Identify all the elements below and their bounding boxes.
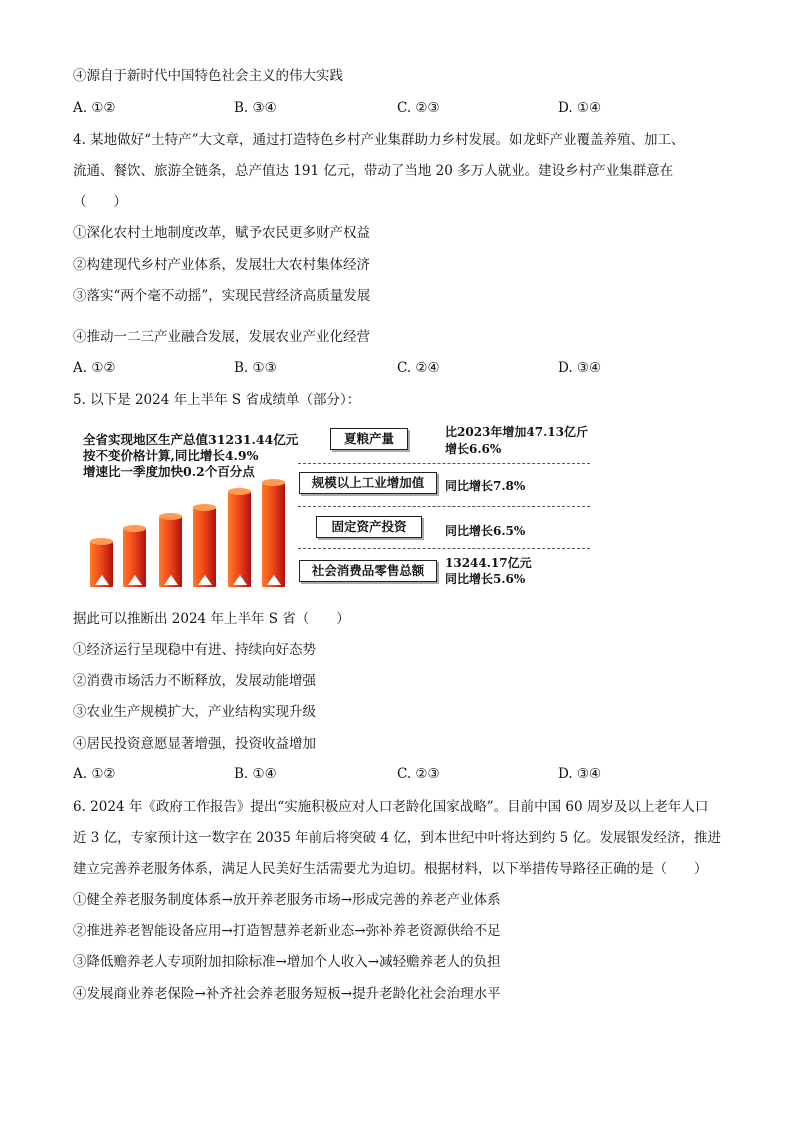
headline-line-2: 按不变价格计算,同比增长4.9% [83, 448, 259, 463]
divider-2 [298, 506, 590, 507]
q6-stem-line-3: 建立完善养老服务体系，满足人民美好生活需要尤为迫切。根据材料，以下举措传导路径正确的是（ ） [73, 861, 708, 877]
q4-option-b: B. ①③ [234, 360, 277, 376]
q6-stem-line-2: 近 3 亿，专家预计这一数字在 2035 年前后将突破 4 亿，到本世纪中叶将达到约 5 亿。发展银发经济，推进 [73, 830, 721, 846]
headline-line-3: 增速比一季度加快0.2个百分点 [83, 464, 255, 479]
q4-stem-line-1: 4. 某地做好“土特产”大文章，通过打造特色乡村产业集群助力乡村发展。如龙虾产业覆盖养殖、加工、 [73, 132, 685, 148]
q4-item-3: ③落实“两个毫不动摇”，实现民营经济高质量发展 [73, 288, 371, 304]
q3-option-a: A. ①② [73, 100, 116, 116]
divider-1 [298, 463, 590, 464]
q4-item-2: ②构建现代乡村产业体系，发展壮大农村集体经济 [73, 257, 370, 273]
infographic-headline [83, 432, 298, 480]
retail-sales-value-1: 13244.17亿元 [445, 556, 532, 570]
q5-question: 据此可以推断出 2024 年上半年 S 省（ ） [73, 611, 350, 627]
summer-grain-value-1: 比2023年增加47.13亿斤 [445, 425, 588, 439]
growth-bar-2 [123, 529, 146, 587]
q3-option-b: B. ③④ [234, 100, 277, 116]
q4-item-1: ①深化农村土地制度改革，赋予农民更多财产权益 [73, 225, 370, 241]
q5-item-1: ①经济运行呈现稳中有进、持续向好态势 [73, 642, 316, 658]
growth-bar-3 [159, 517, 182, 587]
q5-infographic [80, 420, 600, 595]
q5-option-a: A. ①② [73, 766, 116, 782]
indicator-summer-grain: 夏粮产量 [330, 428, 408, 450]
summer-grain-value-2: 增长6.6% [445, 442, 502, 456]
divider-3 [298, 548, 590, 549]
q4-option-a: A. ①② [73, 360, 116, 376]
q5-option-b: B. ①④ [234, 766, 277, 782]
growth-bar-4 [193, 508, 216, 587]
q5-item-3: ③农业生产规模扩大，产业结构实现升级 [73, 704, 316, 720]
growth-bar-5 [228, 492, 251, 587]
growth-bar-6 [262, 483, 285, 587]
q5-stem: 5. 以下是 2024 年上半年 S 省成绩单（部分）： [73, 392, 361, 408]
indicator-fixed-asset-investment: 固定资产投资 [316, 516, 422, 538]
q6-stem-line-1: 6. 2024 年《政府工作报告》提出“实施积极应对人口老龄化国家战略”。目前中国 60 周岁及以上老年人口 [73, 799, 709, 815]
q6-item-4: ④发展商业养老保险→补齐社会养老服务短板→提升老龄化社会治理水平 [73, 986, 501, 1002]
retail-sales-value-2: 同比增长5.6% [445, 572, 526, 586]
q6-item-1: ①健全养老服务制度体系→放开养老服务市场→形成完善的养老产业体系 [73, 892, 501, 908]
indicator-industrial-added-value: 规模以上工业增加值 [299, 472, 437, 494]
q6-item-2: ②推进养老智能设备应用→打造智慧养老新业态→弥补养老资源供给不足 [73, 923, 501, 939]
q4-option-c: C. ②④ [397, 360, 440, 376]
q5-item-2: ②消费市场活力不断释放，发展动能增强 [73, 673, 316, 689]
q4-item-4: ④推动一二三产业融合发展，发展农业产业化经营 [73, 329, 370, 345]
q4-answer-blank: （ ） [73, 194, 127, 210]
q6-item-3: ③降低赡养老人专项附加扣除标准→增加个人收入→减轻赡养老人的负担 [73, 954, 501, 970]
q5-option-d: D. ③④ [558, 766, 602, 782]
indicator-retail-sales: 社会消费品零售总额 [299, 560, 437, 582]
q3-item-4: ④源自于新时代中国特色社会主义的伟大实践 [73, 68, 343, 84]
q5-item-4: ④居民投资意愿显著增强，投资收益增加 [73, 736, 316, 752]
headline-line-1: 全省实现地区生产总值31231.44亿元 [83, 432, 299, 447]
growth-bar-1 [90, 542, 113, 587]
q5-option-c: C. ②③ [397, 766, 440, 782]
q4-option-d: D. ③④ [558, 360, 602, 376]
q3-option-d: D. ①④ [558, 100, 602, 116]
fixed-asset-investment-value: 同比增长6.5% [445, 524, 526, 538]
q3-option-c: C. ②③ [397, 100, 440, 116]
q4-stem-line-2: 流通、餐饮、旅游全链条，总产值达 191 亿元，带动了当地 20 多万人就业。建设乡村产业集群意在 [73, 163, 674, 179]
industrial-added-value: 同比增长7.8% [445, 479, 526, 493]
